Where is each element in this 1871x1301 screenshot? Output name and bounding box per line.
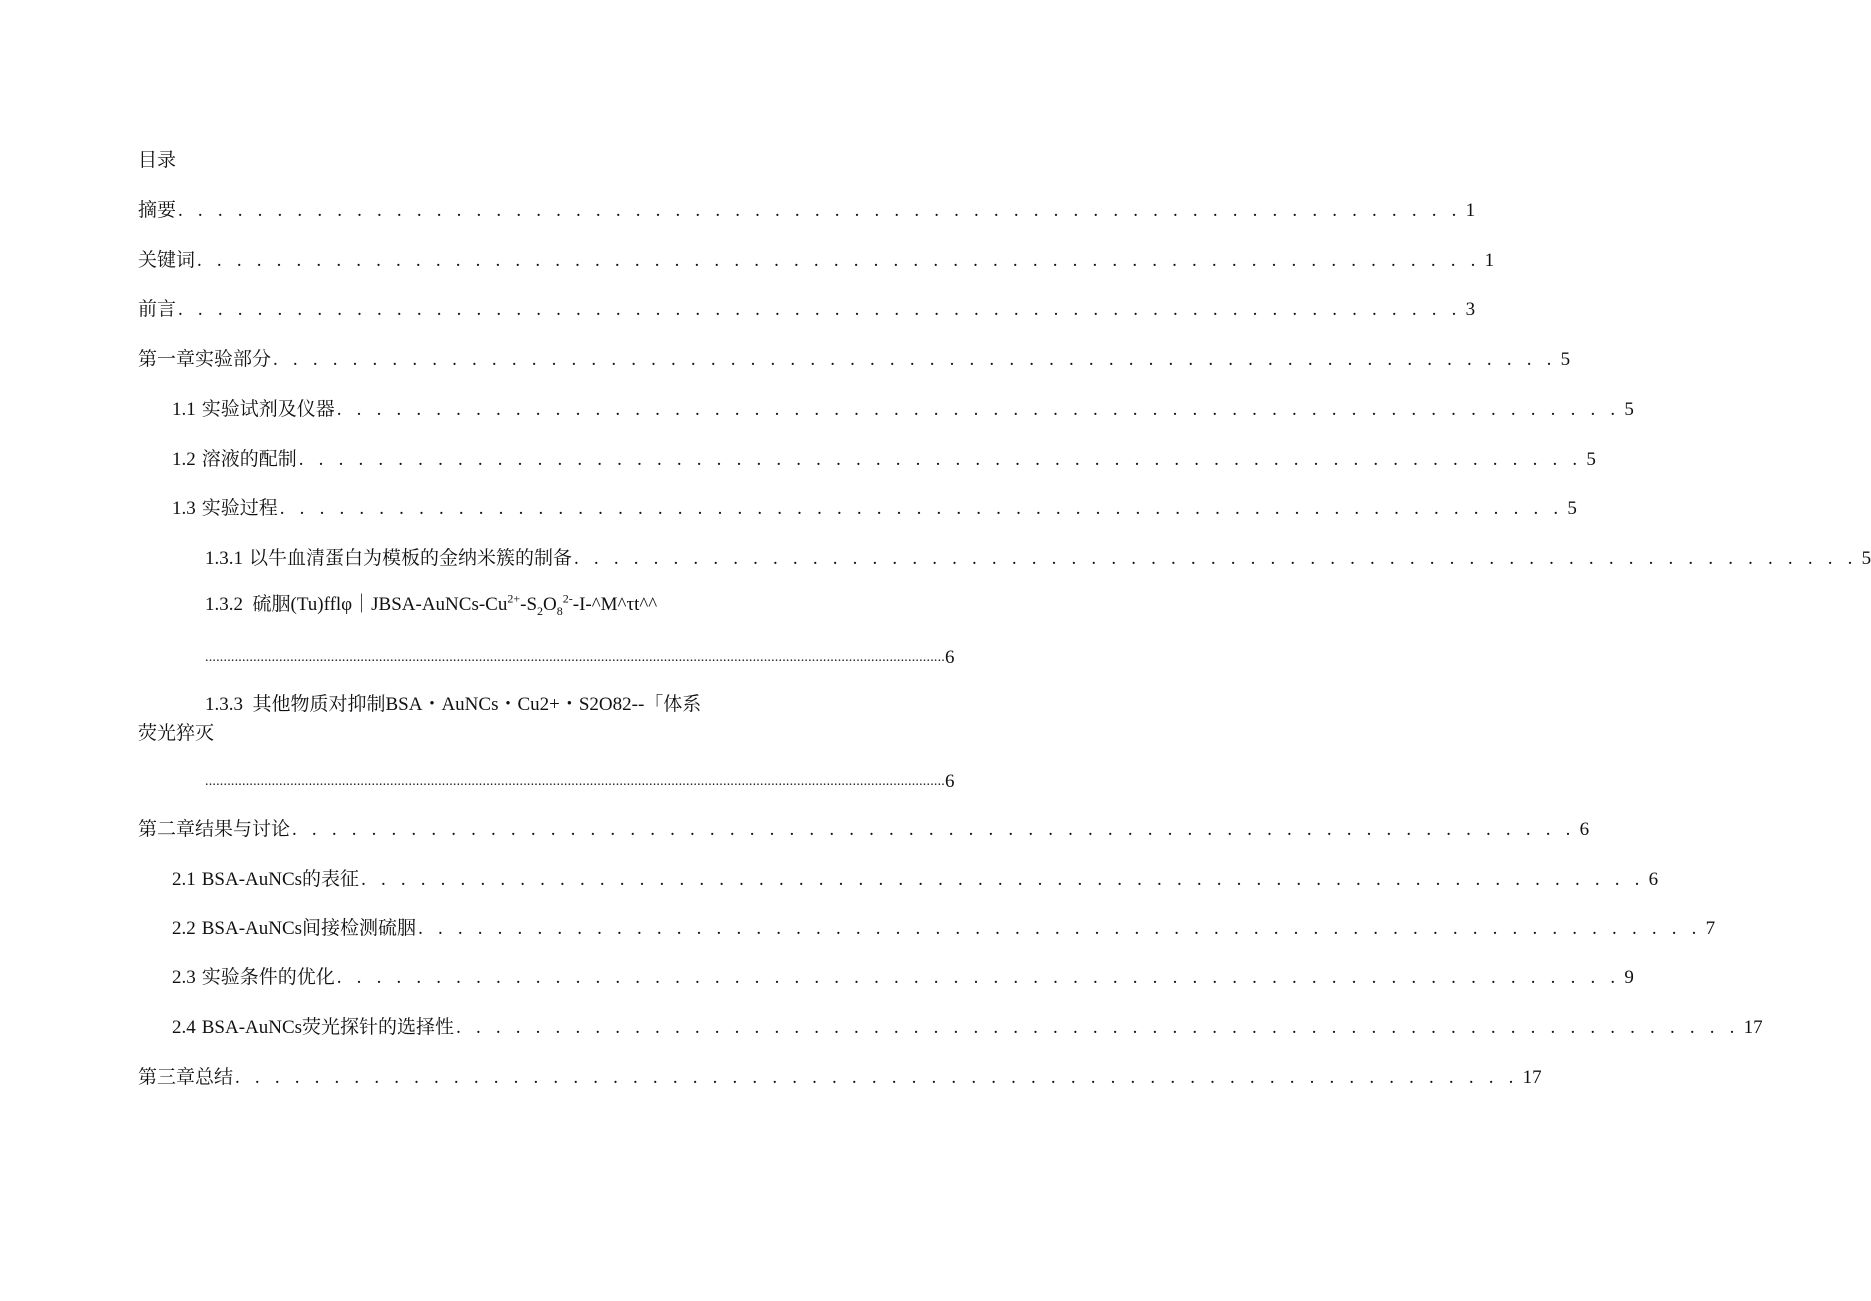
toc-page-number: 6 bbox=[945, 647, 955, 668]
toc-entry-label: 摘要 bbox=[138, 200, 177, 221]
toc-entry-1-3-3-continued: 荧光猝灭 bbox=[138, 723, 215, 744]
leader-dots: . . . . . . . . . . . . . . . . . . . . . . . . . . . . . . . . . . . . . . . . . . . . . . . . . . . . . . . . . . . . . . . . . bbox=[298, 449, 1583, 470]
toc-entry-label: 关键词 bbox=[138, 250, 196, 271]
leader-dots: . . . . . . . . . . . . . . . . . . . . . . . . . . . . . . . . . . . . . . . . . . . . . . . . . . . . . . . . . . . . . . . . . bbox=[279, 498, 1564, 519]
toc-entry-label: 实验条件的优化 bbox=[201, 967, 335, 988]
toc-page-number: 1 bbox=[1465, 200, 1476, 221]
toc-page-number: 1 bbox=[1484, 250, 1495, 271]
toc-entry-label: 前言 bbox=[138, 299, 177, 320]
toc-page-number: 6 bbox=[945, 771, 955, 792]
toc-page-number: 9 bbox=[1624, 967, 1634, 988]
toc-entry-1-3-1[interactable] bbox=[205, 544, 1871, 574]
section-number: 1.2 bbox=[172, 449, 196, 470]
toc-page-number: 17 bbox=[1743, 1017, 1763, 1038]
superscript: 2+ bbox=[507, 591, 521, 606]
toc-entry-label: 溶液的配制 bbox=[201, 449, 297, 470]
section-number: 2.2 bbox=[172, 918, 196, 939]
section-number: 1.3.2 bbox=[205, 594, 243, 615]
section-number: 2.3 bbox=[172, 967, 196, 988]
toc-entry-1-3-2[interactable] bbox=[205, 590, 781, 620]
toc-entry-label: 第一章实验部分 bbox=[138, 349, 272, 370]
toc-entry-2-2[interactable] bbox=[172, 914, 1716, 944]
toc-entry-keywords[interactable] bbox=[138, 246, 1495, 276]
leader-dots: . . . . . . . . . . . . . . . . . . . . . . . . . . . . . . . . . . . . . . . . . . . . . . . . . . . . . . . . . . . . . . . . . bbox=[178, 200, 1462, 221]
leader-dots: . . . . . . . . . . . . . . . . . . . . . . . . . . . . . . . . . . . . . . . . . . . . . . . . . . . . . . . . . . . . . . . . . bbox=[197, 250, 1481, 271]
toc-entry-label-part: -S bbox=[520, 594, 538, 615]
leader-dots: . . . . . . . . . . . . . . . . . . . . . . . . . . . . . . . . . . . . . . . . . . . . . . . . . . . . . . . . . . . . . . . . . bbox=[273, 349, 1557, 370]
toc-entry-1-3-2-leader bbox=[205, 643, 955, 673]
toc-entry-label: 实验过程 bbox=[201, 498, 278, 519]
toc-page-number: 17 bbox=[1522, 1067, 1542, 1088]
leader-dots: . . . . . . . . . . . . . . . . . . . . . . . . . . . . . . . . . . . . . . . . . . . . . . . . . . . . . . . . . . . . . . . . . bbox=[574, 548, 1858, 569]
toc-entry-1-2[interactable] bbox=[172, 445, 1596, 475]
toc-entry-label: BSA-AuNCs荧光探针的选择性 bbox=[201, 1017, 455, 1038]
toc-entry-label-part: -I-^M^τt^^ bbox=[572, 594, 658, 615]
toc-entry-label: BSA-AuNCs间接检测硫胭 bbox=[201, 918, 417, 939]
section-number: 1.3 bbox=[172, 498, 196, 519]
subscript: 2 bbox=[537, 603, 544, 618]
toc-entry-2-1[interactable] bbox=[172, 865, 1659, 895]
toc-page-number: 3 bbox=[1465, 299, 1476, 320]
toc-entry-chapter-3[interactable] bbox=[138, 1063, 1542, 1093]
section-number: 1.3.3 bbox=[205, 694, 243, 715]
toc-page-number: 5 bbox=[1586, 449, 1596, 470]
toc-entry-label: 其他物质对抑制BSA・AuNCs・Cu2+・S2O82--「体系 bbox=[252, 694, 702, 715]
leader-dots: ........................................................................................................................................................................................................ bbox=[205, 650, 945, 665]
toc-entry-chapter-2[interactable] bbox=[138, 815, 1590, 845]
toc-entry-1-3-3[interactable] bbox=[205, 690, 785, 720]
toc-page-number: 6 bbox=[1648, 869, 1659, 890]
toc-page-number: 5 bbox=[1624, 399, 1634, 420]
leader-dots: . . . . . . . . . . . . . . . . . . . . . . . . . . . . . . . . . . . . . . . . . . . . . . . . . . . . . . . . . . . . . . . . . bbox=[418, 918, 1702, 939]
subscript: 8 bbox=[556, 603, 563, 618]
toc-page-number: 5 bbox=[1560, 349, 1571, 370]
section-number: 2.1 bbox=[172, 869, 196, 890]
toc-entry-label-part: O bbox=[543, 594, 557, 615]
superscript: 2- bbox=[562, 591, 573, 606]
toc-entry-label-part: 硫胭(Tu)fflφ｜JBSA-AuNCs-Cu bbox=[252, 594, 508, 615]
toc-entry-1-1[interactable] bbox=[172, 395, 1634, 425]
toc-page-number: 7 bbox=[1705, 918, 1716, 939]
leader-dots: . . . . . . . . . . . . . . . . . . . . . . . . . . . . . . . . . . . . . . . . . . . . . . . . . . . . . . . . . . . . . . . . . bbox=[292, 819, 1576, 840]
leader-dots: . . . . . . . . . . . . . . . . . . . . . . . . . . . . . . . . . . . . . . . . . . . . . . . . . . . . . . . . . . . . . . . . . bbox=[361, 869, 1645, 890]
toc-page-number: 5 bbox=[1567, 498, 1577, 519]
leader-dots: . . . . . . . . . . . . . . . . . . . . . . . . . . . . . . . . . . . . . . . . . . . . . . . . . . . . . . . . . . . . . . . . . bbox=[235, 1067, 1519, 1088]
toc-entry-2-4[interactable] bbox=[172, 1013, 1763, 1043]
toc-entry-abstract[interactable] bbox=[138, 196, 1476, 226]
toc-page-number: 5 bbox=[1861, 548, 1871, 569]
toc-entry-1-3-3-leader bbox=[205, 767, 955, 797]
leader-dots: . . . . . . . . . . . . . . . . . . . . . . . . . . . . . . . . . . . . . . . . . . . . . . . . . . . . . . . . . . . . . . . . . bbox=[178, 299, 1462, 320]
section-number: 2.4 bbox=[172, 1017, 196, 1038]
toc-entry-1-3[interactable] bbox=[172, 494, 1577, 524]
toc-title: 目录 bbox=[138, 150, 177, 171]
toc-entry-chapter-1[interactable] bbox=[138, 345, 1571, 375]
toc-entry-label: 第三章总结 bbox=[138, 1067, 234, 1088]
leader-dots: ........................................................................................................................................................................................................ bbox=[205, 774, 945, 789]
toc-entry-label: 第二章结果与讨论 bbox=[138, 819, 291, 840]
toc-entry-label: BSA-AuNCs的表征 bbox=[201, 869, 360, 890]
section-number: 1.1 bbox=[172, 399, 196, 420]
toc-entry-label: 实验试剂及仪器 bbox=[201, 399, 335, 420]
leader-dots: . . . . . . . . . . . . . . . . . . . . . . . . . . . . . . . . . . . . . . . . . . . . . . . . . . . . . . . . . . . . . . . . . bbox=[456, 1017, 1740, 1038]
toc-entry-preface[interactable] bbox=[138, 295, 1476, 325]
toc-entry-label: 以牛血清蛋白为模板的金纳米簇的制备 bbox=[249, 548, 573, 569]
leader-dots: . . . . . . . . . . . . . . . . . . . . . . . . . . . . . . . . . . . . . . . . . . . . . . . . . . . . . . . . . . . . . . . . . bbox=[336, 399, 1621, 420]
toc-entry-2-3[interactable] bbox=[172, 963, 1634, 993]
leader-dots: . . . . . . . . . . . . . . . . . . . . . . . . . . . . . . . . . . . . . . . . . . . . . . . . . . . . . . . . . . . . . . . . . bbox=[336, 967, 1621, 988]
section-number: 1.3.1 bbox=[205, 548, 243, 569]
toc-page-number: 6 bbox=[1579, 819, 1590, 840]
